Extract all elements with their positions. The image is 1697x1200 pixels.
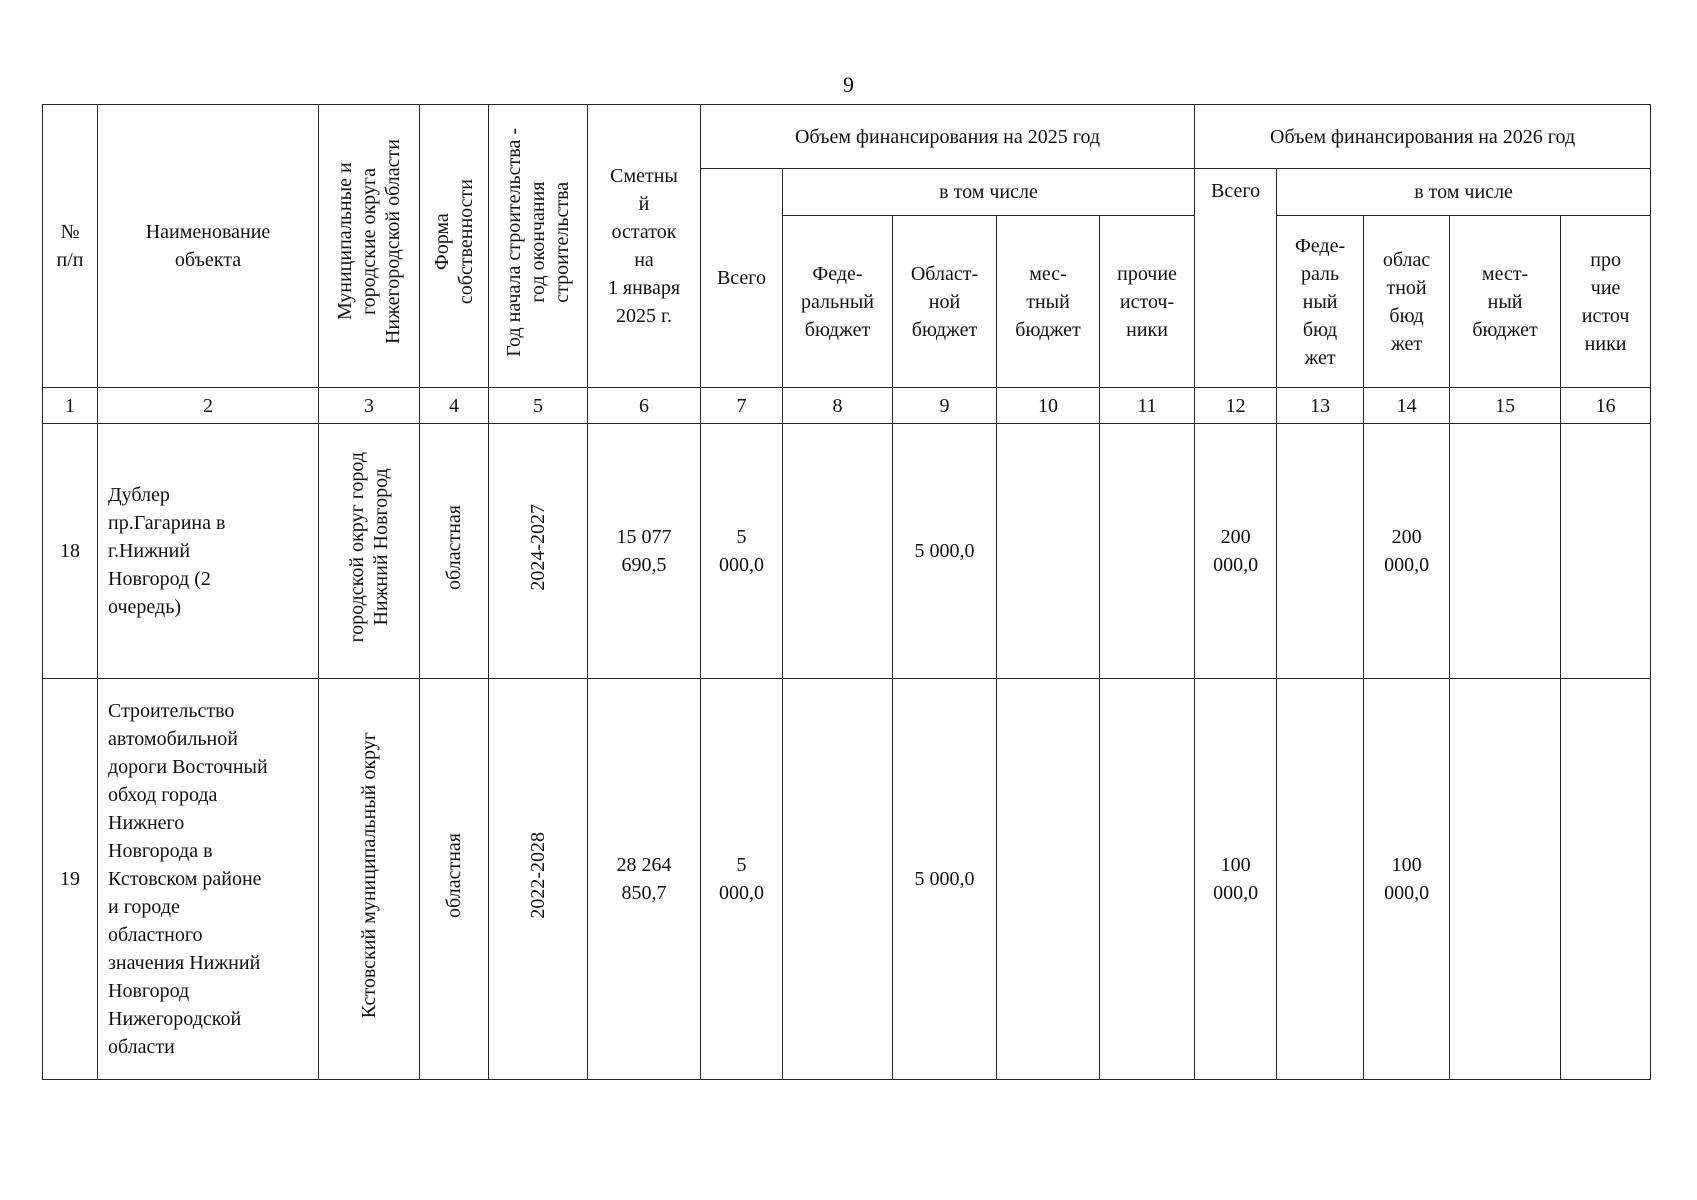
local-2026 bbox=[1450, 679, 1561, 1080]
local-2026 bbox=[1450, 424, 1561, 679]
object-name: Дублер пр.Гагарина в г.Нижний Новгород (2 очередь) bbox=[98, 424, 319, 679]
header-number: № п/п bbox=[43, 105, 98, 388]
header-regional-2026: облас тной бюд жет bbox=[1364, 216, 1450, 388]
estimated-balance: 28 264 850,7 bbox=[588, 679, 701, 1080]
header-municipality-text: Муниципальные и городские округа Нижегородской области bbox=[334, 139, 404, 345]
header-local-2026: мест- ный бюджет bbox=[1450, 216, 1561, 388]
total-2026: 200 000,0 bbox=[1195, 424, 1277, 679]
ownership: областная bbox=[443, 832, 465, 918]
header-ownership bbox=[420, 105, 489, 388]
col-number: 16 bbox=[1561, 388, 1651, 424]
estimated-balance: 15 077 690,5 bbox=[588, 424, 701, 679]
header-ownership-text: Форма собственности bbox=[431, 179, 477, 305]
col-number: 10 bbox=[997, 388, 1100, 424]
financing-table bbox=[42, 104, 1651, 1080]
col-number: 5 bbox=[489, 388, 588, 424]
federal-2026 bbox=[1277, 424, 1364, 679]
header-other-2026: про чие источ ники bbox=[1561, 216, 1651, 388]
table-row bbox=[43, 679, 1651, 1080]
header-local-2025: мес- тный бюджет bbox=[997, 216, 1100, 388]
col-number: 12 bbox=[1195, 388, 1277, 424]
header-municipality bbox=[319, 105, 420, 388]
row-number: 19 bbox=[43, 679, 98, 1080]
header-years bbox=[489, 105, 588, 388]
col-number: 15 bbox=[1450, 388, 1561, 424]
header-including-2026: в том числе bbox=[1277, 169, 1651, 216]
regional-2026: 100 000,0 bbox=[1364, 679, 1450, 1080]
header-balance: Сметны й остаток на 1 января 2025 г. bbox=[588, 105, 701, 388]
col-number: 8 bbox=[783, 388, 893, 424]
col-number: 7 bbox=[701, 388, 783, 424]
col-number: 9 bbox=[893, 388, 997, 424]
construction-years: 2022-2028 bbox=[527, 831, 549, 919]
header-fin-2025: Объем финансирования на 2025 год bbox=[701, 105, 1195, 169]
local-2025 bbox=[997, 679, 1100, 1080]
col-number: 3 bbox=[319, 388, 420, 424]
federal-2026 bbox=[1277, 679, 1364, 1080]
header-total-2026: Всего bbox=[1195, 169, 1277, 388]
years-cell bbox=[489, 424, 588, 679]
federal-2025 bbox=[783, 424, 893, 679]
other-2026 bbox=[1561, 424, 1651, 679]
header-regional-2025: Област- ной бюджет bbox=[893, 216, 997, 388]
col-number: 2 bbox=[98, 388, 319, 424]
municipality-cell bbox=[319, 424, 420, 679]
header-other-2025: прочие источ- ники bbox=[1100, 216, 1195, 388]
header-total-2025: Всего bbox=[701, 169, 783, 388]
construction-years: 2024-2027 bbox=[527, 503, 549, 591]
header-years-text: Год начала строительства - год окончания строительства bbox=[503, 127, 573, 357]
regional-2026: 200 000,0 bbox=[1364, 424, 1450, 679]
regional-2025: 5 000,0 bbox=[893, 424, 997, 679]
col-number: 14 bbox=[1364, 388, 1450, 424]
years-cell bbox=[489, 679, 588, 1080]
col-number: 11 bbox=[1100, 388, 1195, 424]
page-number: 9 bbox=[843, 72, 854, 97]
header-fin-2026: Объем финансирования на 2026 год bbox=[1195, 105, 1651, 169]
federal-2025 bbox=[783, 679, 893, 1080]
municipality: городской округ город Нижний Новгород bbox=[346, 451, 392, 643]
local-2025 bbox=[997, 424, 1100, 679]
municipality-cell bbox=[319, 679, 420, 1080]
total-2026: 100 000,0 bbox=[1195, 679, 1277, 1080]
other-2025 bbox=[1100, 679, 1195, 1080]
total-2025: 5 000,0 bbox=[701, 679, 783, 1080]
object-name: Строительство автомобильной дороги Восточный обход города Нижнего Новгорода в Кстовском районе и городе областного значения Нижний Новгород Нижегородской области bbox=[98, 679, 319, 1080]
col-number: 4 bbox=[420, 388, 489, 424]
header-federal-2025: Феде- ральный бюджет bbox=[783, 216, 893, 388]
other-2025 bbox=[1100, 424, 1195, 679]
ownership-cell bbox=[420, 424, 489, 679]
col-number: 13 bbox=[1277, 388, 1364, 424]
header-object-name: Наименование объекта bbox=[98, 105, 319, 388]
col-number: 6 bbox=[588, 388, 701, 424]
ownership: областная bbox=[443, 504, 465, 590]
ownership-cell bbox=[420, 679, 489, 1080]
total-2025: 5 000,0 bbox=[701, 424, 783, 679]
other-2026 bbox=[1561, 679, 1651, 1080]
table-row bbox=[43, 424, 1651, 679]
header-including-2025: в том числе bbox=[783, 169, 1195, 216]
municipality: Кстовский муниципальный округ bbox=[358, 731, 380, 1019]
regional-2025: 5 000,0 bbox=[893, 679, 997, 1080]
col-number: 1 bbox=[43, 388, 98, 424]
header-federal-2026: Феде- раль ный бюд жет bbox=[1277, 216, 1364, 388]
row-number: 18 bbox=[43, 424, 98, 679]
